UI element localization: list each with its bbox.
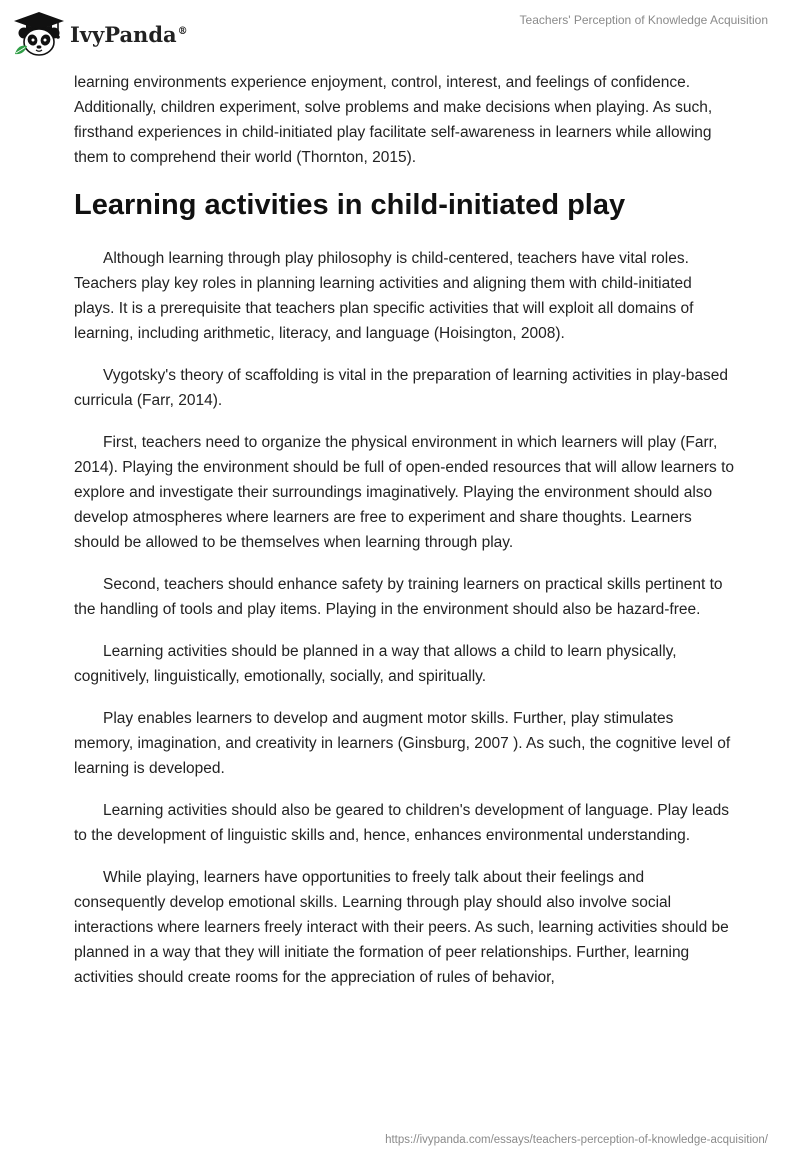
paragraph: Second, teachers should enhance safety by training learners on practical skills pertinent to the handling of tools and play items. Playing in the environment should also be hazard-free. [74,576,723,618]
panda-graduation-cap-icon [12,10,66,58]
source-url[interactable]: https://ivypanda.com/essays/teachers-perception-of-knowledge-acquisition/ [385,1134,768,1146]
paragraph: First, teachers need to organize the physical environment in which learners will play (Farr, 2014). Playing the environment should be full of open-ended resources that will allow learners to explore and investigate their surroundings imaginatively. Playing the environment should also develop atmospheres where learners are free to experiment and share thoughts. Learners should be allowed to be themselves when learning through play. [74,434,734,551]
document-title: Teachers' Perception of Knowledge Acquisition [519,13,768,27]
brand-logo[interactable] [12,10,188,58]
essay-content [74,70,734,1007]
page-header [0,0,800,70]
registered-mark: ® [177,25,188,37]
paragraph: Learning activities should be planned in a way that allows a child to learn physically, cognitively, linguistically, emotionally, socially, and spiritually. [74,643,677,685]
paragraph: Learning activities should also be geared to children's development of language. Play leads to the development of linguistic skills and, hence, enhances environmental understanding. [74,802,729,844]
paragraph: Although learning through play philosophy is child-centered, teachers have vital roles. Teachers play key roles in planning learning activities and aligning them with child-initiated plays. It is a prerequisite that teachers plan specific activities that will exploit all domains of learning, including arithmetic, literacy, and language (Hoisington, 2008). [74,250,694,342]
intro-paragraph: learning environments experience enjoyment, control, interest, and feelings of confidence. Additionally, children experiment, solve problems and make decisions when playing. As such, firsthand experiences in child-initiated play facilitate self-awareness in learners while allowing them to comprehend their world (Thornton, 2015). [74,74,713,166]
paragraph: Play enables learners to develop and augment motor skills. Further, play stimulates memory, imagination, and creativity in learners (Ginsburg, 2007 ). As such, the cognitive level of learning is developed. [74,710,731,777]
paragraph: While playing, learners have opportunities to freely talk about their feelings and consequently develop emotional skills. Learning through play should also involve social interactions where learners freely interact with their peers. As such, learning activities should be planned in a way that they will initiate the formation of peer relationships. Further, learning activities should create rooms for the appreciation of rules of behavior, [74,869,729,986]
brand-name: IvyPanda® [70,21,188,47]
paragraph: Vygotsky's theory of scaffolding is vital in the preparation of learning activities in play-based curricula (Farr, 2014). [74,367,729,409]
section-heading: Learning activities in child-initiated play [74,189,626,221]
